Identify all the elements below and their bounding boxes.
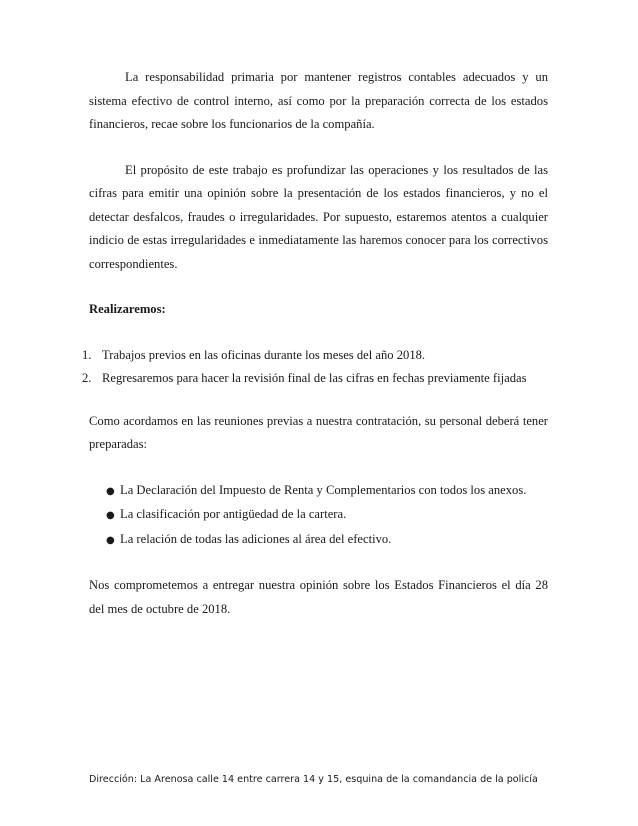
list-number: 1. — [82, 347, 92, 362]
bullet-icon: ● — [106, 534, 115, 546]
list-item — [106, 528, 548, 553]
bullet-icon: ● — [106, 485, 115, 497]
list-item — [106, 503, 548, 528]
bullet-list — [89, 479, 548, 553]
document-body — [82, 66, 548, 621]
list-item — [82, 367, 548, 390]
paragraph-commitment: Nos comprometemos a entregar nuestra opinión sobre los Estados Financieros el día 28 del mes de octubre de 2018. — [89, 578, 548, 616]
list-item-text: Regresaremos para hacer la revisión final de las cifras en fechas previamente fijadas — [102, 370, 527, 385]
paragraph-requirements: Como acordamos en las reuniones previas a nuestra contratación, su personal deberá tener preparadas: — [89, 413, 548, 451]
paragraph-responsibility: La responsabilidad primaria por mantener registros contables adecuados y un sistema efectivo de control interno, así como por la preparación correcta de los estados financieros, recae sobre los funcionarios de la compañía. — [89, 70, 548, 131]
list-number: 2. — [82, 370, 92, 385]
list-item-text: La Declaración del Impuesto de Renta y Complementarios con todos los anexos. — [120, 482, 527, 497]
list-item-text: La relación de todas las adiciones al área del efectivo. — [120, 531, 392, 546]
page-footer-address: Dirección: La Arenosa calle 14 entre carrera 14 y 15, esquina de la comandancia de la policía — [89, 774, 538, 785]
bullet-icon: ● — [106, 510, 115, 521]
list-item-text: La clasificación por antigüedad de la cartera. — [120, 507, 347, 521]
list-item-text: Trabajos previos en las oficinas durante los meses del año 2018. — [102, 347, 426, 362]
list-item — [82, 344, 548, 367]
section-heading: Realizaremos: — [89, 302, 166, 316]
list-item — [106, 479, 548, 504]
paragraph-purpose: El propósito de este trabajo es profundizar las operaciones y los resultados de las cifras para emitir una opinión sobre la presentación de los estados financieros, y no el detectar desfalcos, fraudes o irregularidades. Por supuesto, estaremos atentos a cualquier indicio de estas irregularidades e inmediatamente las haremos conocer para los correctivos correspondientes. — [89, 162, 548, 271]
numbered-list — [82, 344, 548, 390]
